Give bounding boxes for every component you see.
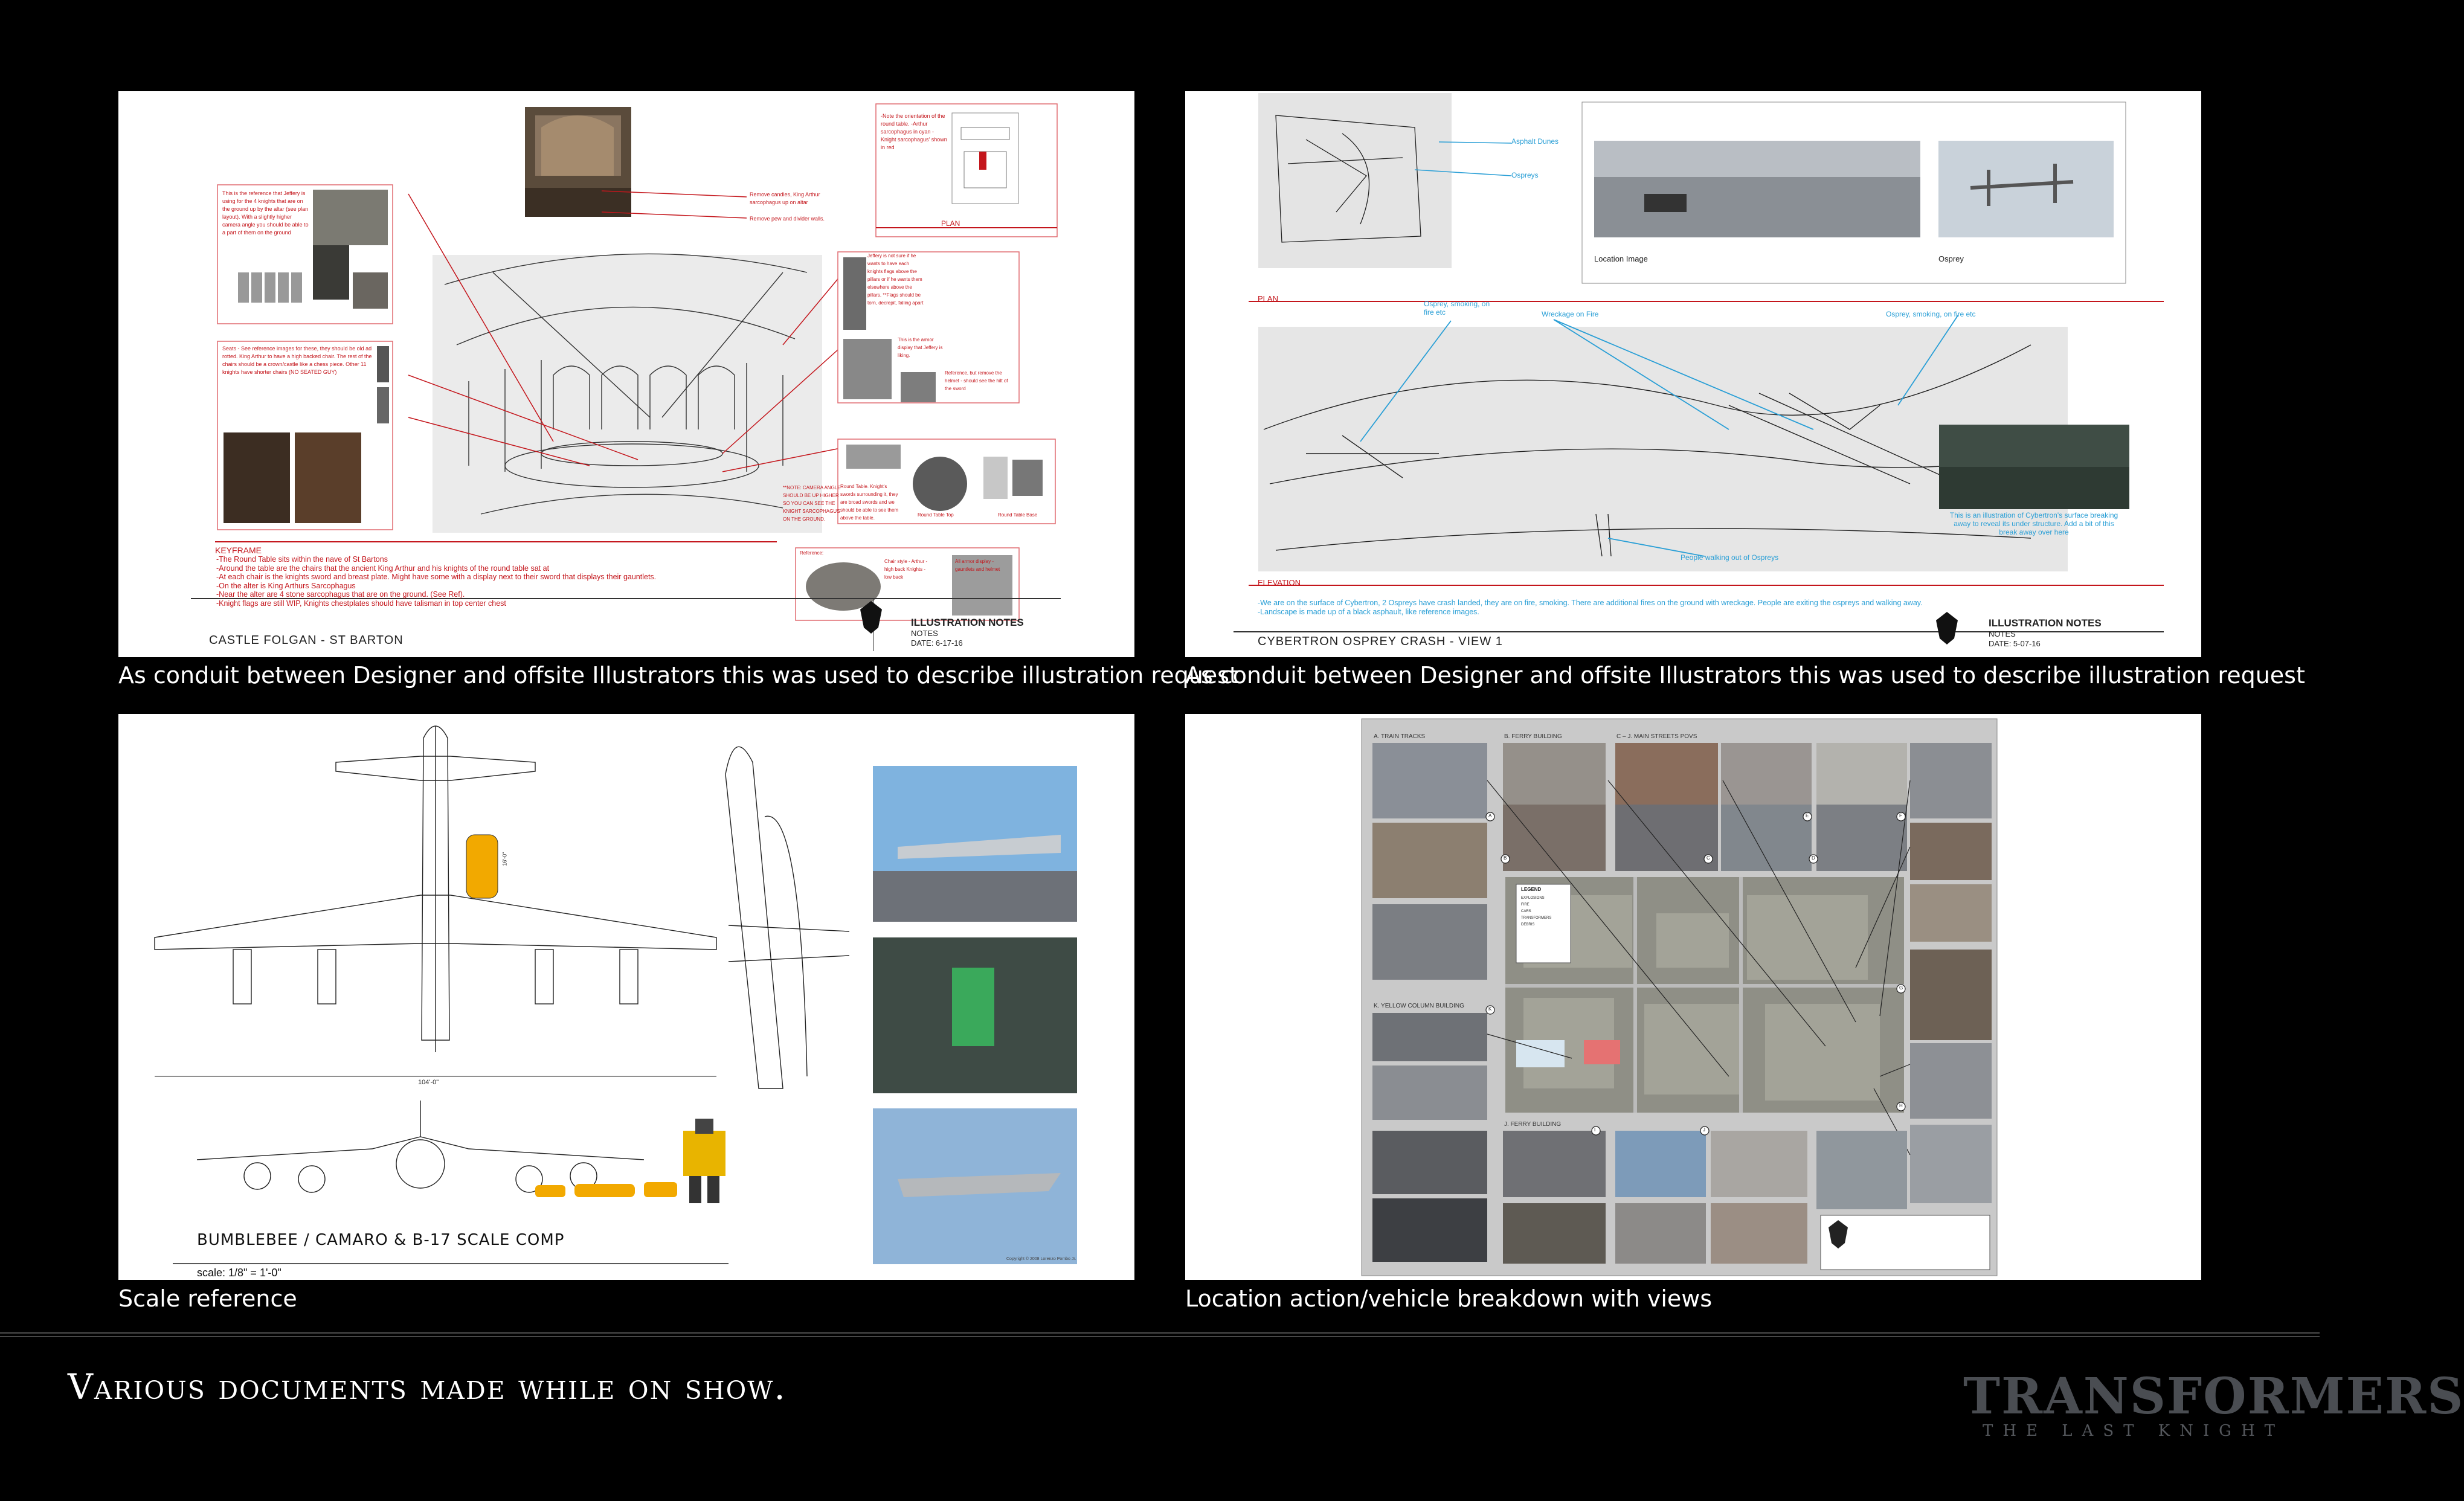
illustration-note: This is an illustration of Cybertron's surface breaking away to reveal its under structure. Add a bit of this break away over here	[1949, 511, 2118, 536]
logo-subtitle: THE LAST KNIGHT	[1983, 1422, 2285, 1440]
keyframe-line: -Around the table are the chairs that the ancient King Arthur and his knights of the round table sat at	[216, 564, 550, 573]
castle-folgan-sheet	[118, 91, 1134, 657]
note-armor-display: All armor display - gauntlets and helmet	[955, 559, 1000, 572]
note-knights-ref: This is the reference that Jeffery is using for the 4 knights that are on the ground up by the altar (see plan layout). With a slightly higher camera angle you should be able to a part of them on the ground	[222, 190, 309, 236]
marker-h: H	[1899, 1103, 1903, 1108]
label-ospreys: Ospreys	[1511, 171, 1539, 179]
label-osprey-smoke-2: Osprey, smoking, on fire etc	[1886, 310, 1976, 318]
note-round-table: Round Table. Knight's swords surrounding it, they are broad swords and we should be able to see them above the table.	[840, 484, 899, 521]
section-j-label: J. FERRY BUILDING	[1504, 1121, 1562, 1128]
b17-side-view	[725, 747, 849, 1088]
footer-divider	[0, 1332, 2320, 1334]
elevation-line: -Landscape is made up of a black asphault, like reference images.	[1258, 608, 1479, 616]
elevation-label: ELEVATION	[1258, 578, 1301, 587]
note-remove-pew: Remove pew and divider walls.	[750, 216, 825, 222]
notes-title: ILLUSTRATION NOTES	[911, 617, 1024, 628]
page-headline: Various documents made while on show.	[68, 1366, 786, 1407]
caption-scale: Scale reference	[118, 1285, 297, 1312]
sheet-title: BUMBLEBEE / CAMARO & B-17 SCALE COMP	[197, 1231, 565, 1249]
osprey-photo	[1938, 141, 2114, 237]
notes-sub: NOTES	[1989, 629, 2016, 638]
camaro-front	[535, 1185, 565, 1197]
sheet-title: CASTLE FOLGAN - ST BARTON	[209, 634, 404, 647]
logo-title: TRANSFORMERS	[1963, 1368, 2464, 1425]
section-b-label: B. FERRY BUILDING	[1504, 733, 1562, 740]
keyframe-label: KEYFRAME	[215, 545, 262, 555]
sheet-date: DATE: 5-07-16	[1989, 639, 2041, 648]
footer-divider-thin	[0, 1336, 2320, 1337]
legend-item: EXPLOSIONS	[1521, 896, 1545, 900]
keyframe-line: -On the alter is King Arthurs Sarcophagus	[216, 581, 356, 590]
sheet-date: DATE: 6-17-16	[911, 638, 963, 648]
label-wreckage: Wreckage on Fire	[1542, 310, 1599, 318]
marker-f: F	[1899, 813, 1902, 818]
label-asphalt: Asphalt Dunes	[1511, 137, 1559, 146]
section-c-label: C – J. MAIN STREETS POVS	[1616, 733, 1697, 740]
note-remove-candles: Remove candles, King Arthur sarcophagus up on altar	[750, 191, 820, 205]
note-flags: Jeffery is not sure if he wants to have each knights flags above the pillars or if he wants them elsewhere above the pillars. **Flags should be torn, decrepit, falling apart	[867, 253, 924, 306]
section-k-label: K. YELLOW COLUMN BUILDING	[1374, 1003, 1464, 1009]
location-breakdown-sheet	[1185, 714, 2201, 1280]
camaro-rear	[644, 1182, 677, 1197]
section-a-label: A. TRAIN TRACKS	[1374, 733, 1426, 740]
transformers-logo	[1963, 1368, 2464, 1440]
legend-item: DEBRIS	[1521, 923, 1535, 927]
keyframe-line: -Near the alter are 4 stone sarcophagus that are on the ground. (See Ref).	[216, 590, 465, 599]
marker-k: K	[1488, 1006, 1492, 1012]
note-camera-angle: **NOTE: CAMERA ANGLE SHOULD BE UP HIGHER SO YOU CAN SEE THE KNIGHT SARCOPHAGUS ON THE GROUND.	[783, 485, 841, 522]
marker-c: C	[1706, 855, 1710, 861]
b17-front-view	[197, 1101, 644, 1192]
marker-i: I	[1594, 1127, 1596, 1133]
notes-sub: NOTES	[911, 629, 938, 638]
keyframe-line: -At each chair is the knights sword and breast plate. Might have some with a display next to their sword that displays their gauntlets.	[216, 573, 657, 581]
b17-top-view	[155, 726, 716, 1052]
marker-j: J	[1703, 1127, 1705, 1133]
location-sheet-graphics	[1185, 714, 2201, 1280]
autobot-logo	[1936, 612, 1958, 644]
label-table-top: Round Table Top	[918, 512, 954, 518]
caption-castle: As conduit between Designer and offsite Illustrators this was used to describe illustration request	[118, 662, 1238, 689]
plan-label: PLAN	[1258, 294, 1278, 303]
marker-g: G	[1899, 985, 1903, 991]
legend-item: TRANSFORMERS	[1521, 916, 1552, 920]
plan-label: PLAN	[941, 219, 960, 228]
label-reference: Reference:	[800, 550, 824, 556]
label-table-base: Round Table Base	[998, 512, 1038, 518]
nave-sketch	[433, 255, 822, 533]
note-armor: This is the armor display that Jeffery is liking.	[898, 337, 943, 358]
elevation-notes	[1258, 599, 1923, 617]
legend-item: FIRE	[1521, 903, 1530, 907]
note-orientation: -Note the orientation of the round table. -Arthur sarcophagus in cyan -Knight sarcophagus' shown in red	[881, 113, 947, 150]
label-people: People walking out of Ospreys	[1681, 553, 1779, 562]
keyframe-notes	[216, 555, 656, 608]
legend-title: LEGEND	[1521, 887, 1542, 892]
marker-e: E	[1806, 813, 1809, 818]
label-osprey: Osprey	[1938, 254, 1964, 263]
keyframe-line: -Knight flags are still WIP, Knights chestplates should have talisman in top center chest	[216, 599, 506, 608]
scale-label: scale: 1/8" = 1'-0"	[197, 1267, 281, 1279]
marker-d: D	[1812, 855, 1815, 861]
label-osprey-smoke-1: Osprey, smoking, on fire etc	[1424, 300, 1490, 317]
elevation-line: -We are on the surface of Cybertron, 2 Ospreys have crash landed, they are on fire, smoking. There are additional fires on the ground with wreckage. People are exiting the ospreys and walking away.	[1258, 599, 1923, 607]
car-dimension: 16'-0"	[501, 852, 508, 866]
note-seats: Seats - See reference images for these, they should be old ad rotted. King Arthur to have a high backed chair. The rest of the chairs should be a crown/castle like a chess piece. Other 11 knights have shorter chairs (NO SEATED GUY)	[222, 346, 372, 375]
wingspan-dimension: 104'-0"	[418, 1079, 439, 1086]
legend-list	[1521, 895, 1551, 928]
marker-b: B	[1504, 855, 1507, 861]
camaro-side	[574, 1184, 635, 1197]
b17-sheet-graphics	[118, 714, 1134, 1280]
marker-a: A	[1488, 813, 1492, 818]
notes-title: ILLUSTRATION NOTES	[1989, 617, 2102, 629]
legend-item: CARS	[1521, 910, 1531, 913]
camaro-top	[466, 835, 498, 898]
bumblebee-figure	[683, 1119, 725, 1203]
b17-scale-sheet	[118, 714, 1134, 1280]
photo-copyright: Copyright © 2008 Lorenzo Pombo Jr.	[1006, 1257, 1076, 1261]
caption-osprey: As conduit between Designer and offsite Illustrators this was used to describe illustration request	[1185, 662, 2305, 689]
cybertron-osprey-sheet	[1185, 91, 2201, 657]
osprey-sheet-graphics	[1185, 91, 2201, 657]
caption-location: Location action/vehicle breakdown with views	[1185, 1285, 1713, 1312]
note-helmet: Reference, but remove the helmet - should see the hilt of the sword	[945, 370, 1008, 391]
sheet-title: CYBERTRON OSPREY CRASH - VIEW 1	[1258, 635, 1503, 648]
note-chair-style: Chair style - Arthur - high back Knights - low back	[884, 559, 928, 580]
label-location-image: Location Image	[1594, 254, 1648, 263]
keyframe-line: -The Round Table sits within the nave of St Bartons	[216, 555, 388, 564]
